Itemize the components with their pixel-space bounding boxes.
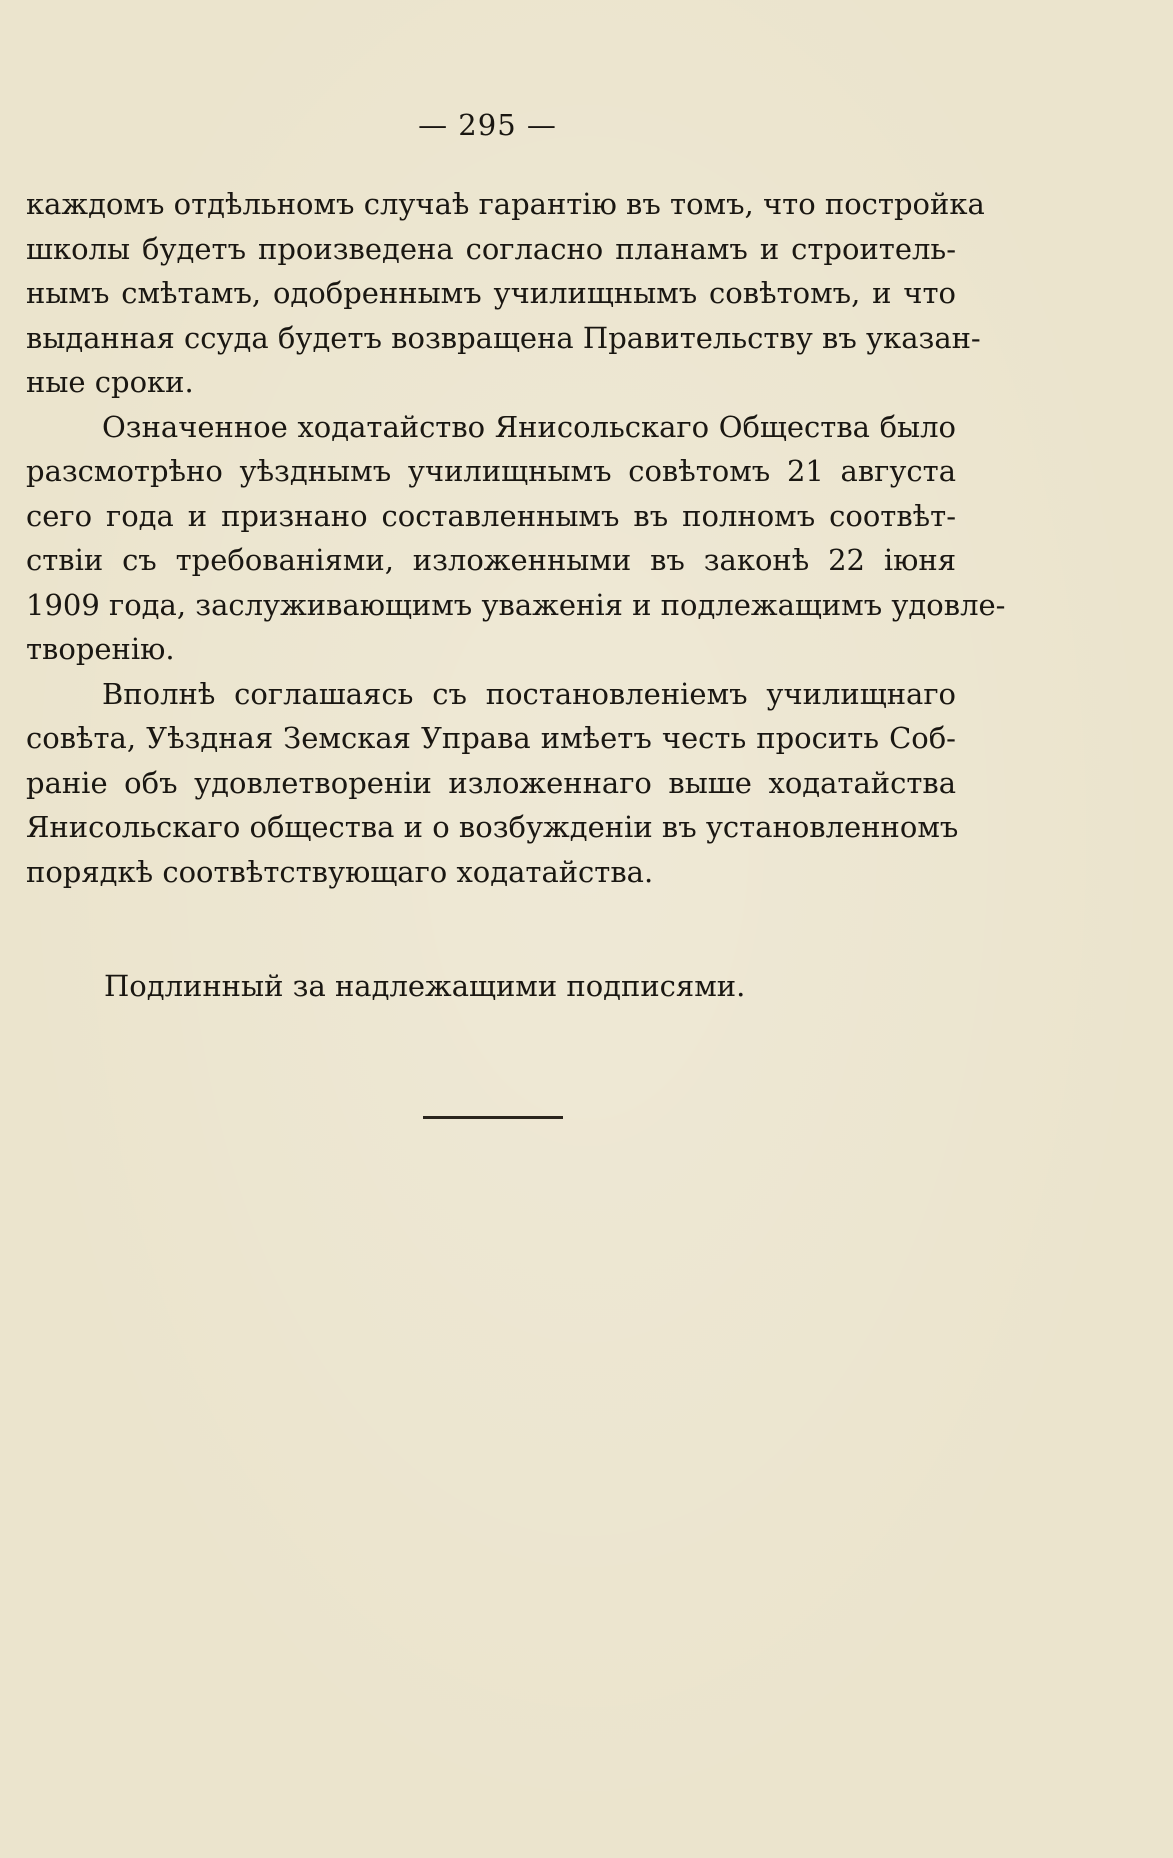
text-line: школы будетъ произведена согласно планамъ и строитель- (26, 231, 956, 266)
paragraph-1 (26, 182, 985, 405)
closing-rule (423, 1116, 563, 1119)
text-line: порядкѣ соотвѣтствующаго ходатайства. (26, 854, 654, 889)
text-line: раніе объ удовлетвореніи изложеннаго выше ходатайства (26, 765, 956, 800)
signature-note: Подлинный за надлежащими подписями. (104, 969, 746, 1003)
text-line: ные сроки. (26, 365, 194, 399)
text-line: разсмотрѣно уѣзднымъ училищнымъ совѣтомъ 21 августа (26, 454, 956, 488)
body-text (26, 182, 1006, 894)
text-line: Означенное ходатайство Янисольскаго Общества было (102, 409, 956, 444)
text-line: выданная ссуда будетъ возвращена Правительству въ указан- (26, 320, 981, 355)
text-line: 1909 года, заслуживающимъ уваженія и подлежащимъ удовле- (26, 587, 1006, 622)
text-line: ствіи съ требованіями, изложенными въ законѣ 22 іюня (26, 543, 956, 577)
text-line: Вполнѣ соглашаясь съ постановленіемъ училищнаго (102, 676, 956, 711)
text-line: Янисольскаго общества и о возбужденіи въ установленномъ (26, 810, 959, 844)
text-line: совѣта, Уѣздная Земская Управа имѣетъ честь просить Соб- (26, 721, 956, 755)
page-number: — 295 — (418, 108, 557, 142)
text-line: нымъ смѣтамъ, одобреннымъ училищнымъ совѣтомъ, и что (26, 276, 956, 310)
paragraph-3 (26, 672, 959, 895)
text-line: каждомъ отдѣльномъ случаѣ гарантію въ томъ, что постройка (26, 187, 985, 221)
text-line: сего года и признано составленнымъ въ полномъ соотвѣт- (26, 498, 956, 533)
paragraph-2 (26, 405, 1006, 672)
text-line: творенію. (26, 632, 175, 666)
